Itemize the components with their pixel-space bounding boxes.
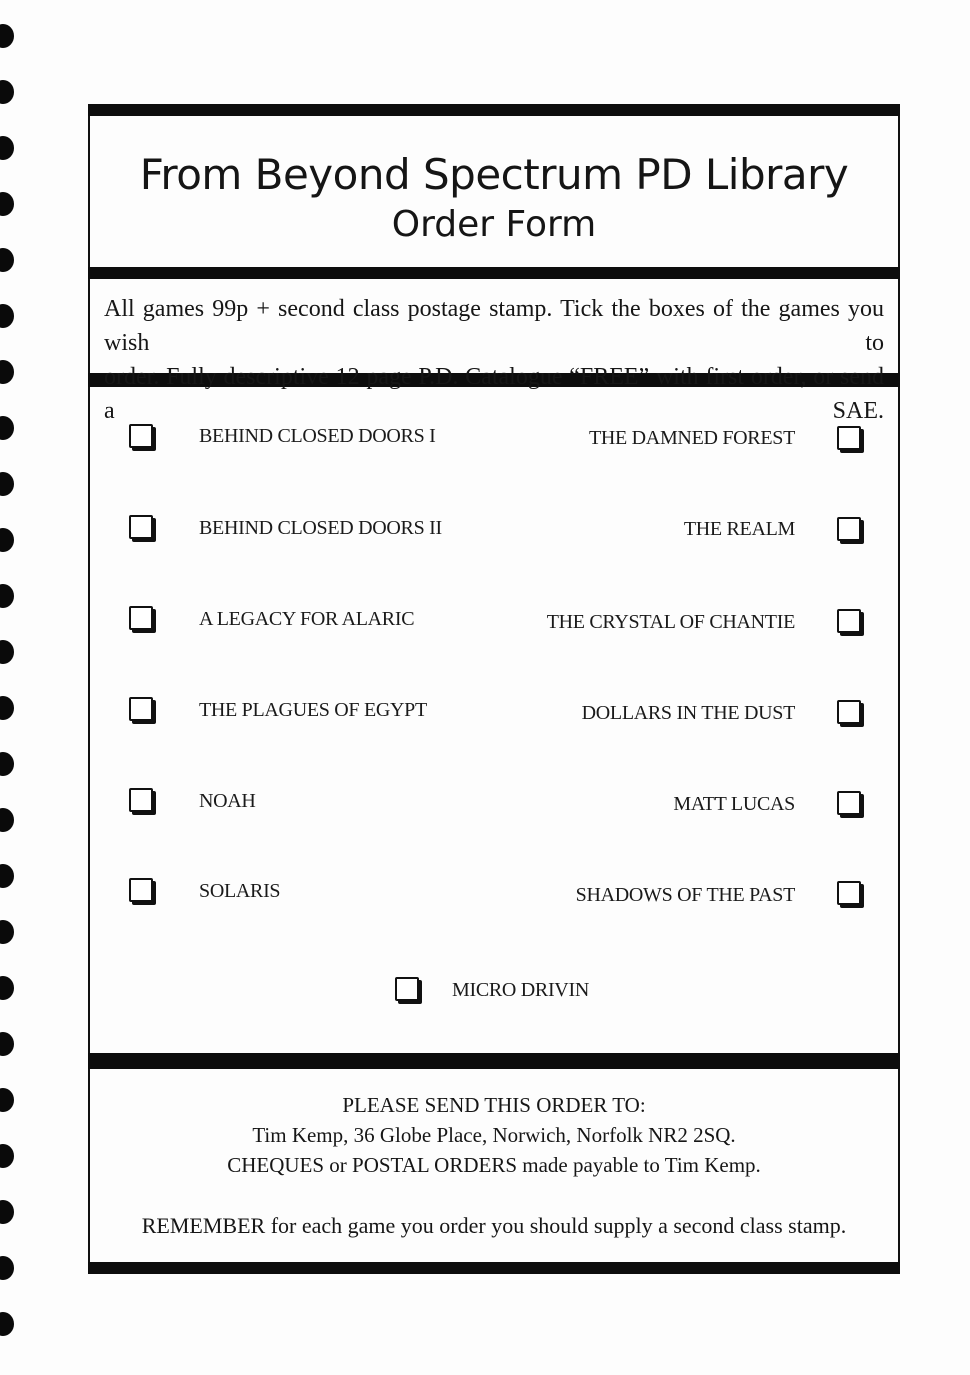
checkbox-the-realm[interactable] — [837, 517, 861, 541]
game-label: THE PLAGUES OF EGYPT — [199, 699, 427, 721]
binding-hole — [0, 360, 14, 384]
game-label: NOAH — [199, 790, 256, 812]
game-label: SOLARIS — [199, 880, 281, 902]
binding-hole — [0, 1256, 14, 1280]
reminder-note: REMEMBER for each game you order you should supply a second class stamp. — [141, 1213, 847, 1238]
checkbox-behind-closed-doors-i[interactable] — [129, 424, 153, 448]
binding-hole — [0, 472, 14, 496]
checkbox-a-legacy-for-alaric[interactable] — [129, 606, 153, 630]
binding-hole — [0, 808, 14, 832]
game-label: SHADOWS OF THE PAST — [575, 884, 795, 906]
game-label: MICRO DRIVIN — [452, 979, 589, 1001]
form-title: From Beyond Spectrum PD Library — [139, 150, 849, 199]
binding-hole — [0, 248, 14, 272]
binding-hole — [0, 24, 14, 48]
checkbox-micro-drivin[interactable] — [395, 977, 419, 1001]
binding-hole — [0, 416, 14, 440]
intro-paragraph — [104, 292, 884, 428]
checkbox-the-damned-forest[interactable] — [837, 426, 861, 450]
checkbox-matt-lucas[interactable] — [837, 791, 861, 815]
checkbox-behind-closed-doors-ii[interactable] — [129, 515, 153, 539]
checkbox-the-plagues-of-egypt[interactable] — [129, 697, 153, 721]
header-divider-bar — [88, 267, 900, 279]
game-label: BEHIND CLOSED DOORS I — [199, 425, 436, 447]
postal-address: Tim Kemp, 36 Globe Place, Norwich, Norfolk NR2 2SQ. — [252, 1123, 736, 1147]
checkbox-the-crystal-of-chantie[interactable] — [837, 609, 861, 633]
binding-hole — [0, 584, 14, 608]
binding-hole — [0, 136, 14, 160]
list-divider-bar — [88, 1053, 900, 1069]
intro-line: All games 99p + second class postage stamp. Tick the boxes of the games you wish to — [104, 296, 884, 356]
binding-hole — [0, 864, 14, 888]
checkbox-shadows-of-the-past[interactable] — [837, 881, 861, 905]
binding-hole — [0, 696, 14, 720]
binding-hole — [0, 1088, 14, 1112]
intro-line: order. Fully descriptive 12 page P.D. Catalogue “FREE” with first order, or send a SAE. — [104, 364, 884, 424]
bottom-divider-bar — [88, 1262, 900, 1274]
game-label: A LEGACY FOR ALARIC — [199, 608, 415, 630]
checkbox-dollars-in-the-dust[interactable] — [837, 700, 861, 724]
binding-hole — [0, 920, 14, 944]
binding-hole — [0, 640, 14, 664]
form-subtitle: Order Form — [391, 204, 597, 245]
game-label: DOLLARS IN THE DUST — [581, 702, 795, 724]
game-label: MATT LUCAS — [673, 793, 795, 815]
checkbox-solaris[interactable] — [129, 878, 153, 902]
binding-hole — [0, 976, 14, 1000]
binding-hole — [0, 80, 14, 104]
binding-hole — [0, 304, 14, 328]
binding-hole — [0, 528, 14, 552]
binding-hole — [0, 1312, 14, 1336]
binding-hole — [0, 192, 14, 216]
binding-hole — [0, 1200, 14, 1224]
top-divider-bar — [88, 104, 900, 116]
payment-note: CHEQUES or POSTAL ORDERS made payable to Tim Kemp. — [227, 1153, 761, 1177]
checkbox-noah[interactable] — [129, 788, 153, 812]
game-label: THE DAMNED FOREST — [588, 427, 795, 449]
binding-hole — [0, 1032, 14, 1056]
binding-holes — [0, 0, 20, 1375]
binding-hole — [0, 752, 14, 776]
game-label: THE REALM — [683, 518, 795, 540]
binding-hole — [0, 1144, 14, 1168]
game-label: THE CRYSTAL OF CHANTIE — [546, 611, 795, 633]
game-label: BEHIND CLOSED DOORS II — [199, 517, 442, 539]
send-to-heading: PLEASE SEND THIS ORDER TO: — [342, 1093, 646, 1117]
